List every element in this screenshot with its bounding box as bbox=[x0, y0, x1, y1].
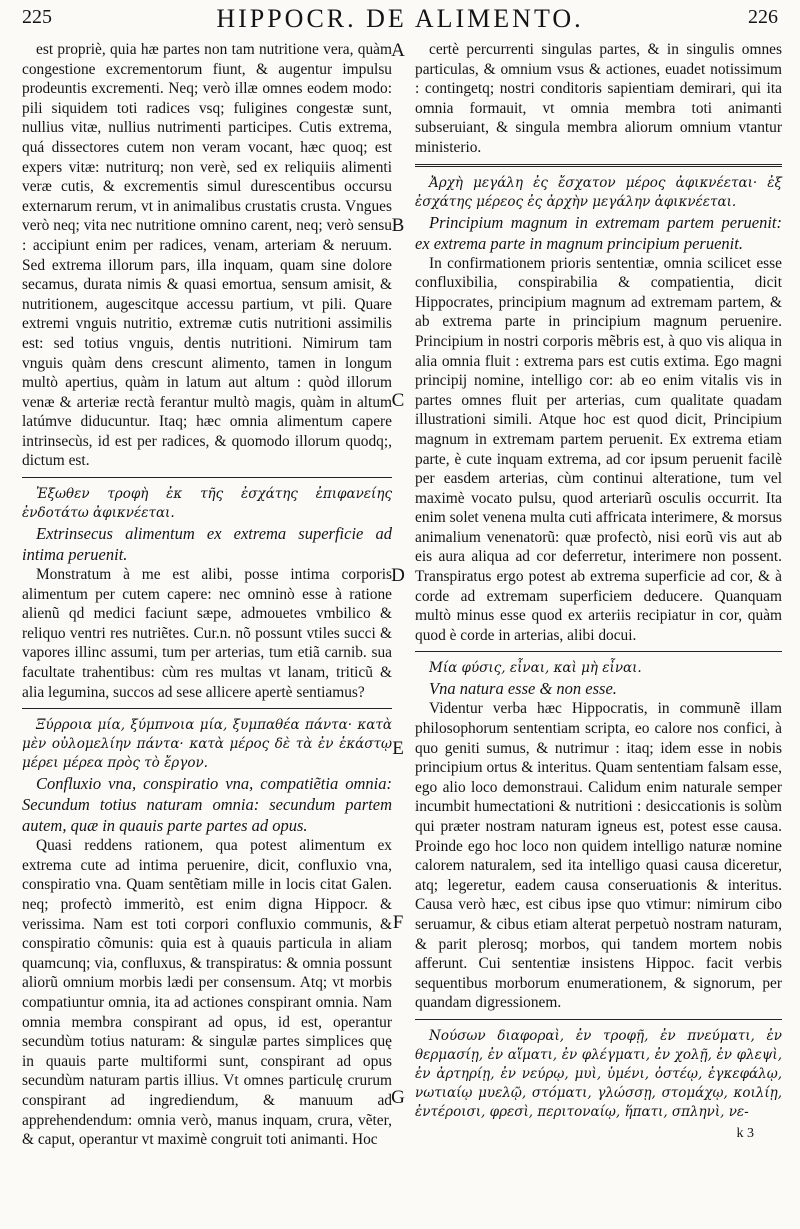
section-divider bbox=[22, 708, 392, 709]
greek-aphorism-4: Μία φύσις, εἶναι, καὶ μὴ εἶναι. bbox=[429, 660, 642, 677]
latin-translation-1: Extrinsecus alimentum ex extrema superficie ad intima peruenit. bbox=[22, 524, 392, 565]
greek-aphorism-2: Ξύρροια μία, ξύμπνοια μία, ξυμπαθέα πάντα· κατὰ μὲν οὐλομελίην πάντα· κατὰ μέρος δὲ τὰ ἐν ἑκάστῳ μέρει μέρεα πρὸς τὸ ἔργον. bbox=[22, 717, 392, 772]
section-divider bbox=[22, 477, 392, 478]
left-paragraph-1: est propriè, quia hæ partes non tam nutritione vera, quàm congestione excrementorum fiunt, & augentur impulsu prodeuntis excrementi. Neq; verò illæ omnes eodem modo: pili siquidem toti radices vsq; fuligines congestæ sunt, nullius vitæ, nullius nutrimenti participes. Cutis extrema, quá dissectores cutem non veram vocant, hæc quoq; est expers vitæ: nutriturq; non verè, sed ex reliquiis alimenti veræ cutis, & excrementis simul durescentibus occursu externarum rerum, vt in animalibus crustatis crusta. Vngues verò neq; vita nec nutritione omnino carent, neq; verò sensu : accipiunt enim per radices, venam, arteriam & neruum. Sed extrema illorum pars, illa inquam, quam sine dolore secamus, durata nimis & quasi emortua, sensum amisit, & nutritionem, augescitque accessu partium, vt pili. Quare extremi vnguis nutritio, extremæ cutis nutritioni assimilis est: sed totius vnguis, dentis nutritioni. Nimirum tam vnguis quàm dens crescunt alimento, tamen in longum multò apertius, quàm in latum aut altum : quòd illorum venæ & arteriæ rectà ferantur multò magis, quàm in altum latúmve diducuntur. Itaq; hæc omnia alimentum capere intrinsecùs, id est per radices, & quomodo illorum quodq;, dictum est. bbox=[22, 41, 392, 470]
margin-letter-d: D bbox=[391, 565, 405, 586]
latin-translation-3: Principium magnum in extremam partem peruenit: ex extrema parte in magnum principium peruenit. bbox=[415, 212, 782, 253]
running-title: HIPPOCR. DE ALIMENTO. bbox=[216, 4, 584, 33]
margin-letter-f: F bbox=[392, 912, 404, 933]
left-paragraph-2: Monstratum à me est alibi, posse intima corporis alimentum per cutem capere: nec omninò esse à ratione alienũ qd medici faciunt sæpe, admouetes vmbilico & reliquo ventri res nutriẽtes. Cur.n. nõ possunt vtiles succi & vapores illinc assumi, tum per arterias, tum etiã carnib. sua facultate trahentibus: cùm res multas vt lanam, triticũ & alia legumina, succos ad sese allicere apertè sentiamus? bbox=[22, 566, 392, 701]
right-paragraph-3: Videntur verba hæc Hippocratis, in communẽ illam philosophorum sententiam scripta, eo calore nos confici, à quo geniti sumus, & nutrimur : itaq; idem esse in nobis principium ortus & interitus. Quam sententiam falsam esse, ego alio loco demonstraui. Calidum enim naturale semper incumbit humectationi & nutritioni : desiccationis is solùm qui præter nostram naturam igneus est, potest esse causa. Proinde ego hoc loco non quidem intelligo naturæ nomine calorem naturalem, sed ita intelligo quasi causa diceretur, atq; legeretur, eadem causa conseruationis & interitus. Causa verò hæc, est cibus ipse quo vtimur: nimirum cibo seruamur, & cibus etiam alterat perpetuò nostram naturam, & parit plerosq; morbos, qui tandem mortem nobis afferunt. Cui sententiæ insistens Hippoc. facit verbis sequentibus morborum enumerationem, & signorum, per quandam digressionem. bbox=[415, 700, 782, 1012]
margin-letter-b: B bbox=[391, 215, 405, 236]
greek-aphorism-1: Ἐξωθεν τροφὴ ἐκ τῆς ἐσχάτης ἐπιφανείης ἐνδοτάτω ἀφικνέεται. bbox=[22, 486, 392, 522]
margin-letter-e: E bbox=[392, 738, 404, 759]
latin-translation-2: Confluxio vna, conspiratio vna, compatiẽtia omnia: Secundum totius naturam omnia: secundum partem autem, quæ in quauis parte partes ad opus. bbox=[22, 774, 392, 836]
greek-aphorism-3: Ἀρχὴ μεγάλη ἐς ἔσχατον μέρος ἀφικνέεται· ἐξ ἐσχάτης μέρεος ἐς ἀρχὴν μεγάλην ἀφικνέεται. bbox=[415, 174, 782, 210]
page-number-right: 226 bbox=[748, 6, 778, 28]
greek-aphorism-5: Νούσων διαφοραὶ, ἐν τροφῇ, ἐν πνεύματι, ἐν θερμασίῃ, ἐν αἵματι, ἐν φλέγματι, ἐν χολῇ, ἐν φλεψὶ, ἐν ἀρτηρίῃ, ἐν νεύρῳ, μυὶ, ὑμένι, ὀστέῳ, ἐγκεφάλῳ, νωτιαίῳ μυελῷ, στόματι, γλώσσῃ, στομάχῳ, κοιλίῃ, ἐντέροισι, φρεσὶ, περιτοναίῳ, ἥπατι, σπληνὶ, νε- bbox=[415, 1027, 782, 1120]
margin-letter-c: C bbox=[391, 390, 405, 411]
section-divider bbox=[415, 1019, 782, 1020]
margin-letter-a: A bbox=[391, 40, 405, 61]
page-number-left: 225 bbox=[22, 6, 52, 28]
right-paragraph-2: In confirmationem prioris sententiæ, omnia scilicet esse confluxibilia, conspirabilia & compatientia, dicit Hippocrates, principium magnum ad extremam partem, & ab extrema parte in principium magnum peruenire. Principium in nostri corporis mẽbris est, à quo vis aliqua in alia omnia fluit : extrema pars est cutis extima. Ego magni principij nomine, intelligo cor: ab eo enim vitalis vis in partes omnes fluit per arterias, cum qualitate quadam illustrationi simili. Atque hoc est quod dicit, Principium magnum in extremam partem peruenit. Ex extrema etiam parte, è cute inquam extrema, ad cor ipsum peruenit facilè per easdem arterias, cùm continui alteratione, tum vel maximè vocato pulsu, quod arteriarũ osculis occurrit. Ita enim solet venena multa cuti affricata interimere, & morsus animalium venenatorũ: quæ profectò, nisi eorũ vis aut ab eis aura aliqua ad cor deferretur, interimere non possent. Transpiratus ergo potest ab extrema superficie ad cor, & à corde ad extremam superficiem deducere. Quanquam multò minus esse quod ex arteriis recipiatur in cor, quàm quod è corde in arterias, alibi docui. bbox=[415, 254, 782, 644]
signature-mark: k 3 bbox=[736, 1125, 754, 1141]
section-divider bbox=[415, 164, 782, 167]
section-divider bbox=[415, 651, 782, 652]
right-paragraph-1: certè percurrenti singulas partes, & in singulis omnes particulas, & omnium vsus & actiones, euadet notissimum : contingetq; nostri conditoris sapientiam demirari, qui ita omnia formauit, vt omnia membra toti animanti subseruiant, & singula membra aliorum omnium vtantur ministerio. bbox=[415, 41, 782, 156]
right-column bbox=[415, 40, 782, 1144]
running-header bbox=[22, 4, 778, 34]
left-paragraph-3: Quasi reddens rationem, qua potest alimentum ex extrema cute ad intima peruenire, dicit, confluxio vna, conspiratio vna. Quam sentẽtiam mille in locis citat Galen. neq; profectò immeritò, est enim digna Hippocr. & verissima. Nam est toti corpori confluxio communis, & conspiratio cõmunis: quia est à quauis particula in aliam quamcunq; via, confluxus, & transpiratus: & omnia possunt aliorũ omnium morbis lædi per consensum. Atq; vt morbis compatiuntur omnia, ita ad actiones conspirant omnia. Nam omnia membra conspirant ad opus, id est, operantur secundùm totius naturam: & singulæ partes simplices quę in quauis parte multiformi sunt, conspirant ad opus secundùm naturam partis illius. Vt omnes particulę crurum conspirant ad ingrediendum, & manuum ad apprehendendum: omnia verò, manus inquam, crura, vẽter, & caput, operantur vt maximè congruit toti animanti. Hoc bbox=[22, 837, 392, 1149]
margin-letter-g: G bbox=[391, 1087, 405, 1108]
latin-translation-4: Vna natura esse & non esse. bbox=[429, 679, 617, 699]
left-column bbox=[22, 40, 392, 1150]
